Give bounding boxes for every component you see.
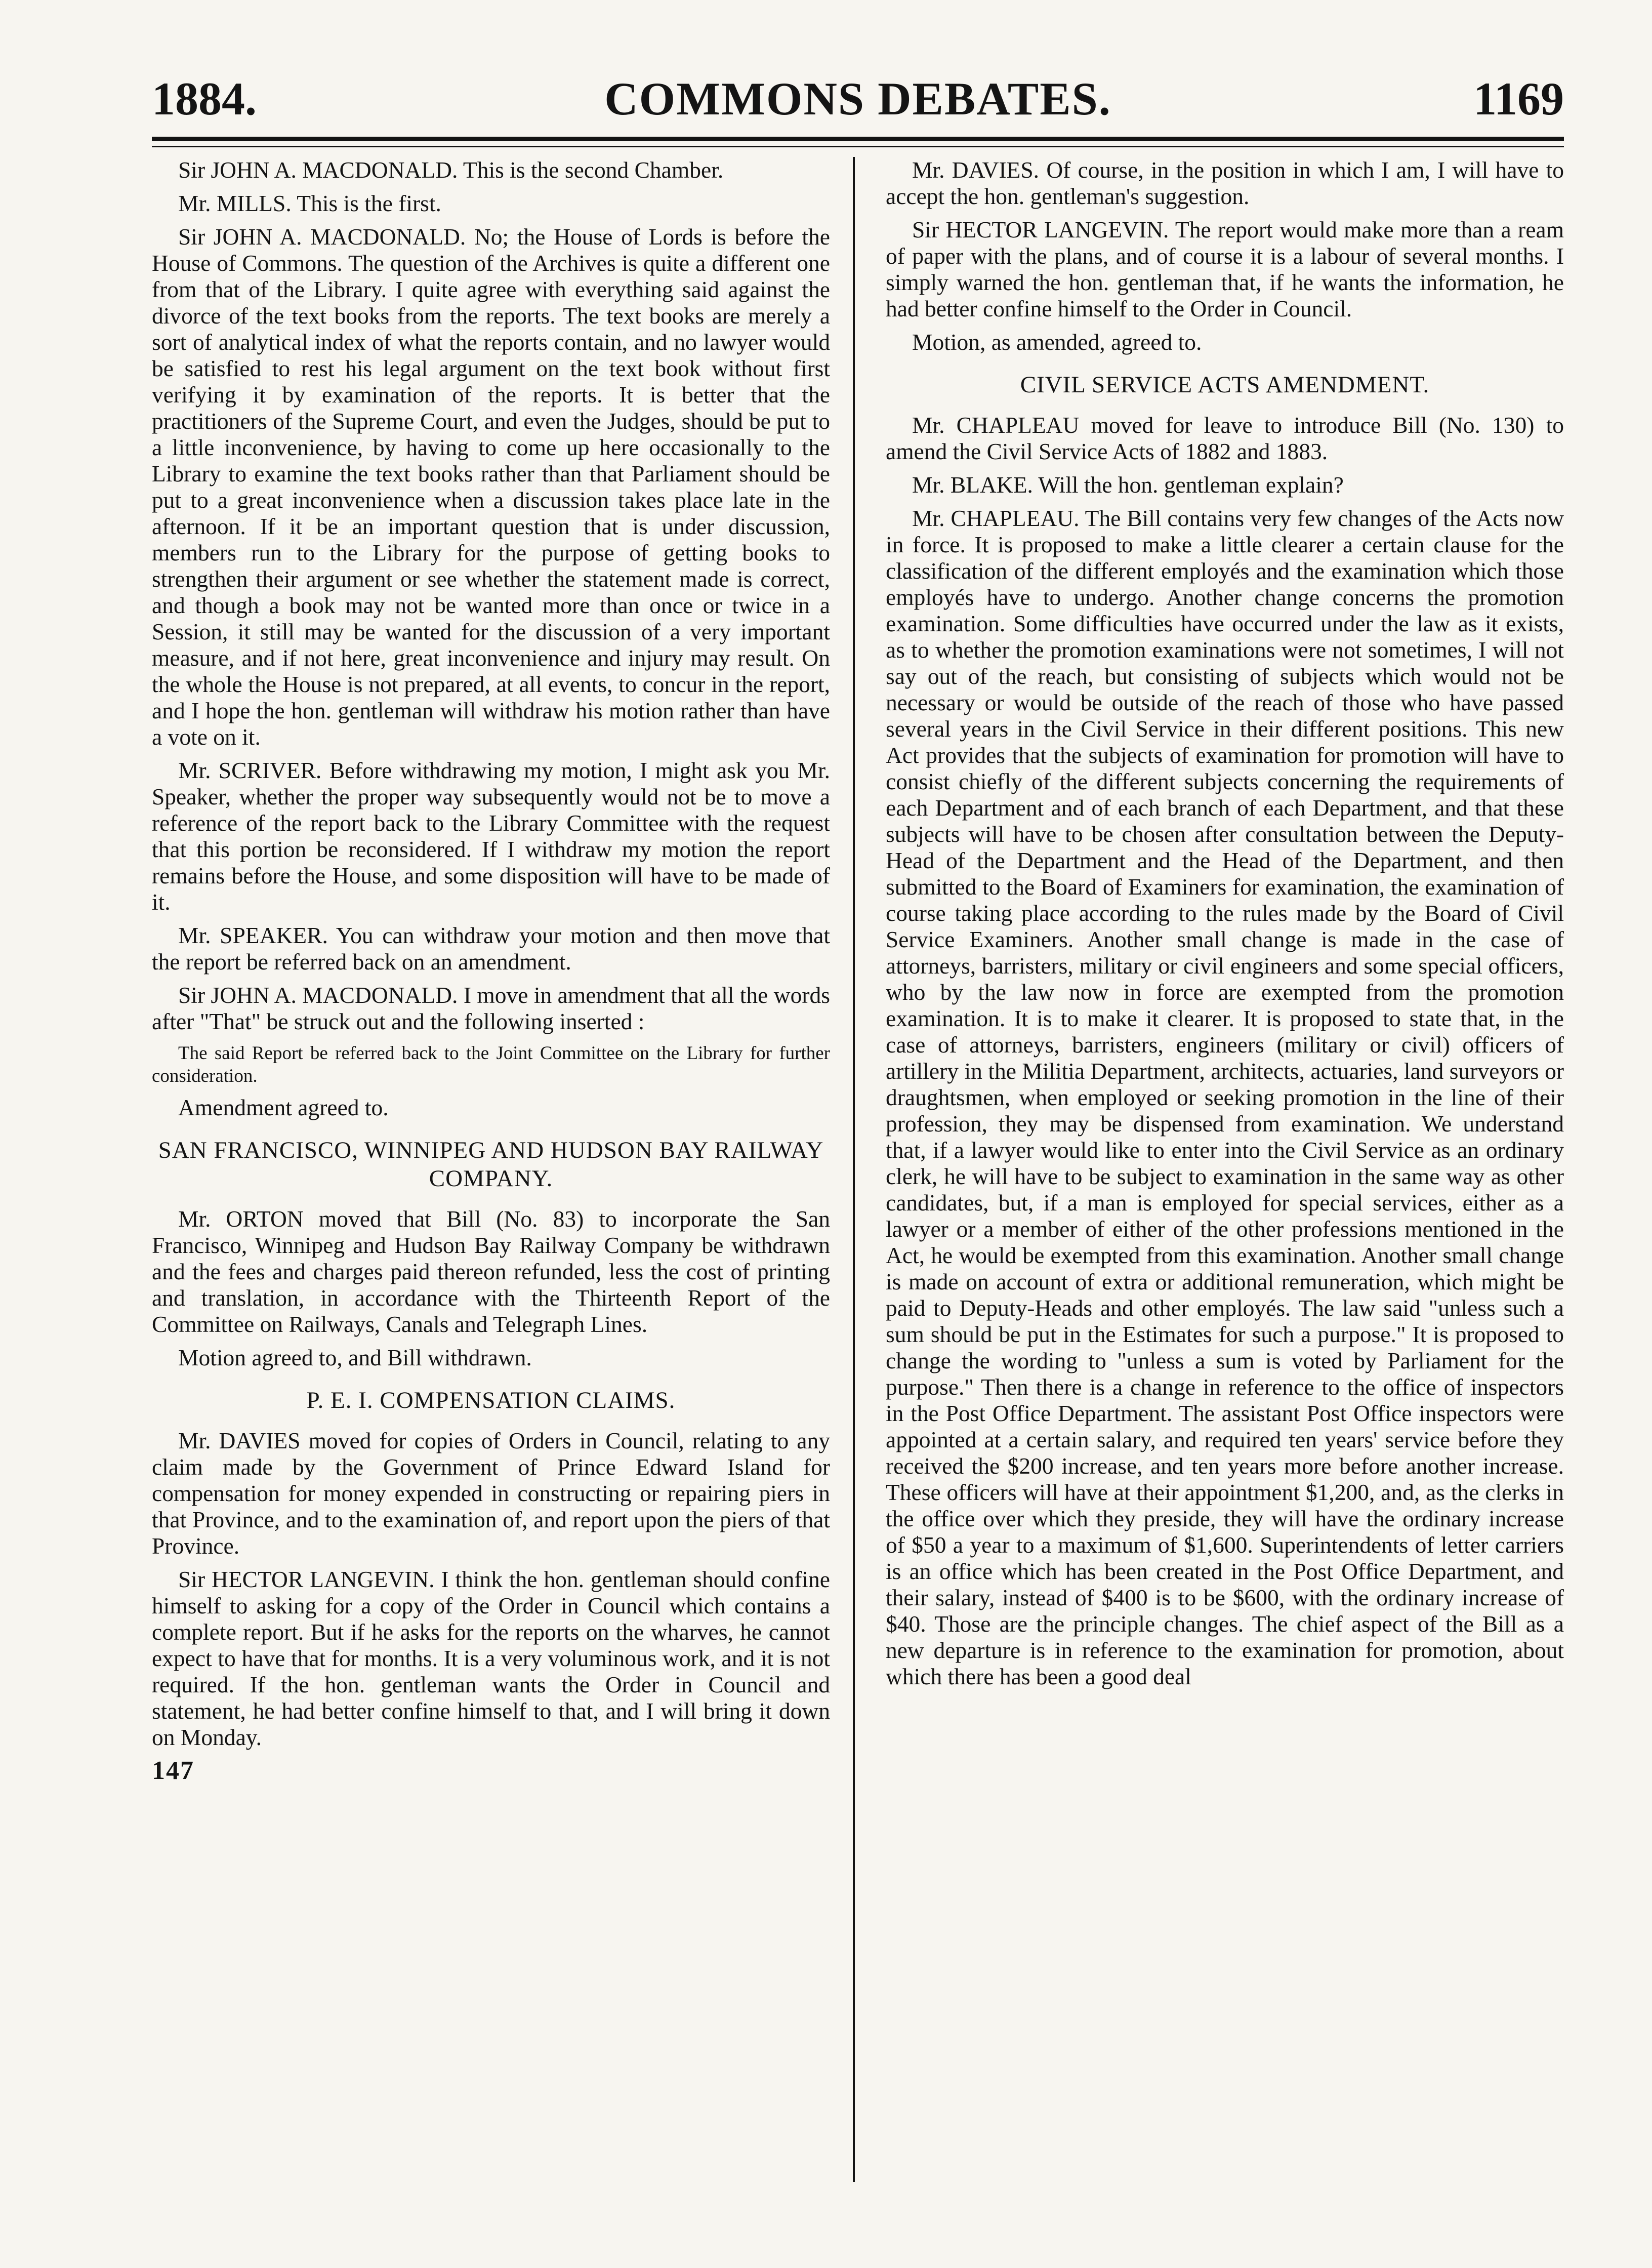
header-rule-thin <box>152 146 1564 147</box>
paragraph: Mr. SPEAKER. You can withdraw your motion and then move that the report be referred back on an amendment. <box>152 922 830 975</box>
paragraph: Mr. CHAPLEAU. The Bill contains very few changes of the Acts now in force. It is proposed to make a little clearer a certain clause for the classification of the different employés and the examination which those employés have to undergo. Another change concerns the promotion examination. Some difficulties have occurred under the law as it exists, as to whether the promotion examinations were not sometimes, I will not say out of the reach, but consisting of subjects which would not be necessary or would be outside of the reach of those who have passed several years in the Civil Service in their different positions. This new Act provides that the subjects of examination for promotion will have to consist chiefly of the different subjects concerning the requirements of each Department and of each branch of each Department, and that these subjects will have to be chosen after consultation between the Deputy-Head of the Department and the Head of the Department, and then submitted to the Board of Examiners for examination, the examination of course taking place according to the rules made by the Board of Civil Service Examiners. Another small change is made in the case of attorneys, barristers, military or civil engineers and some special officers, who by the law now in force are exempted from the promotion examination. It is to make it clearer. It is proposed to state that, in the case of attorneys, barristers, engineers (military or civil) officers of artillery in the Militia Department, architects, actuaries, land surveyors or draughtsmen, when employed or seeking promotion in the line of their profession, they may be dispensed from examination. We understand that, if a lawyer would like to enter into the Civil Service as an ordinary clerk, he will have to be subject to examination in the same way as other candidates, but, if a man is employed for special services, either as a lawyer or a member of either of the other professions mentioned in the Act, he would be exempted from this examination. Another small change is made on account of extra or additional remuneration, which might be paid to Deputy-Heads and other employés. The law said "unless such a sum should be put in the Estimates for such a purpose." It is proposed to change the wording to "unless a sum is voted by Parliament for the purpose." Then there is a change in reference to the office of inspectors in the Post Office Department. The assistant Post Office inspectors were appointed at a certain salary, and required ten years' service before they received the $200 increase, and ten years more before another increase. These officers will have at their appointment $1,200, and, as the clerks in the office over which they preside, they will have the ordinary increase of $50 a year to a maximum of $1,600. Superintendents of letter carriers is an office which has been created in the Post Office Department, and their salary, instead of $400 is to be $600, with the ordinary increase of $40. Those are the principle changes. The chief aspect of the Bill as a new departure is in reference to the examination for promotion, about which there has been a good deal <box>886 505 1564 1689</box>
paragraph: Mr. DAVIES moved for copies of Orders in Council, relating to any claim made by the Government of Prince Edward Island for compensation for money expended in constructing or repairing piers in that Province, and to the examination of, and report upon the piers of that Province. <box>152 1428 830 1559</box>
header-page-number: 1169 <box>1473 73 1564 125</box>
right-column <box>886 157 1564 2207</box>
paragraph: Mr. DAVIES. Of course, in the position in which I am, I will have to accept the hon. gentleman's suggestion. <box>886 157 1564 209</box>
section-heading: SAN FRANCISCO, WINNIPEG AND HUDSON BAY RAILWAY COMPANY. <box>158 1137 824 1192</box>
header-rule-thick <box>152 137 1564 141</box>
text-columns <box>152 157 1564 2207</box>
signature-mark: 147 <box>152 1756 194 1785</box>
left-column <box>152 157 830 2207</box>
paragraph: Motion, as amended, agreed to. <box>912 329 1202 355</box>
header-title: COMMONS DEBATES. <box>604 73 1111 125</box>
quoted-motion: The said Report be referred back to the Joint Committee on the Library for further consideration. <box>152 1043 830 1086</box>
paragraph: Mr. ORTON moved that Bill (No. 83) to incorporate the San Francisco, Winnipeg and Hudson Bay Railway Company be withdrawn and the fees and charges paid thereon refunded, less the cost of printing and translation, in accordance with the Thirteenth Report of the Committee on Railways, Canals and Telegraph Lines. <box>152 1206 830 1337</box>
paragraph: Sir HECTOR LANGEVIN. I think the hon. gentleman should confine himself to asking for a copy of the Order in Council which contains a complete report. But if he asks for the reports on the wharves, he cannot expect to have that for months. It is a very voluminous work, and it is not required. If the hon. gentleman wants the Order in Council and statement, he had better confine himself to that, and I will bring it down on Monday. <box>152 1566 830 1750</box>
paragraph: Amendment agreed to. <box>178 1095 389 1120</box>
paragraph: Motion agreed to, and Bill withdrawn. <box>178 1345 532 1370</box>
paragraph: Sir JOHN A. MACDONALD. This is the second Chamber. <box>178 157 724 183</box>
page <box>152 66 1564 2228</box>
paragraph: Mr. SCRIVER. Before withdrawing my motion, I might ask you Mr. Speaker, whether the proper way subsequently would not be to move a reference of the report back to the Library Committee with the request that this portion be reconsidered. If I withdraw my motion the report remains before the House, and some disposition will have to be made of it. <box>152 757 830 915</box>
column-divider <box>853 157 855 2182</box>
header-year: 1884. <box>152 73 257 125</box>
section-heading: P. E. I. COMPENSATION CLAIMS. <box>306 1387 676 1413</box>
running-header <box>152 66 1564 132</box>
paragraph: Mr. MILLS. This is the first. <box>178 190 441 216</box>
paragraph: Sir JOHN A. MACDONALD. I move in amendment that all the words after "That" be struck out and the following inserted : <box>152 982 830 1034</box>
paragraph: Mr. CHAPLEAU moved for leave to introduce Bill (No. 130) to amend the Civil Service Acts of 1882 and 1883. <box>886 412 1564 464</box>
section-heading: CIVIL SERVICE ACTS AMENDMENT. <box>1020 372 1430 398</box>
paragraph: Sir HECTOR LANGEVIN. The report would make more than a ream of paper with the plans, and of course it is a labour of several months. I simply warned the hon. gentleman that, if he wants the information, he had better confine himself to the Order in Council. <box>886 217 1564 321</box>
paragraph: Sir JOHN A. MACDONALD. No; the House of Lords is before the House of Commons. The question of the Archives is quite a different one from that of the Library. I quite agree with everything said against the divorce of the text books from the reports. The text books are merely a sort of analytical index of what the reports contain, and no lawyer would be satisfied to rest his legal argument on the text book without first verifying it by examination of the reports. It is better that the practitioners of the Supreme Court, and even the Judges, should be put to a little inconvenience, by having to come up here occasionally to the Library to examine the text books rather than that Parliament should be put to a great inconvenience when a discussion takes place late in the afternoon. If it be an important question that is under discussion, members run to the Library for the purpose of getting books to strengthen their argument or see whether the statement made is correct, and though a book may not be wanted more than once or twice in a Session, it still may be wanted for the discussion of a very important measure, and if not here, great inconvenience and injury may result. On the whole the House is not prepared, at all events, to concur in the report, and I hope the hon. gentleman will withdraw his motion rather than have a vote on it. <box>152 224 830 750</box>
paragraph: Mr. BLAKE. Will the hon. gentleman explain? <box>912 472 1344 498</box>
